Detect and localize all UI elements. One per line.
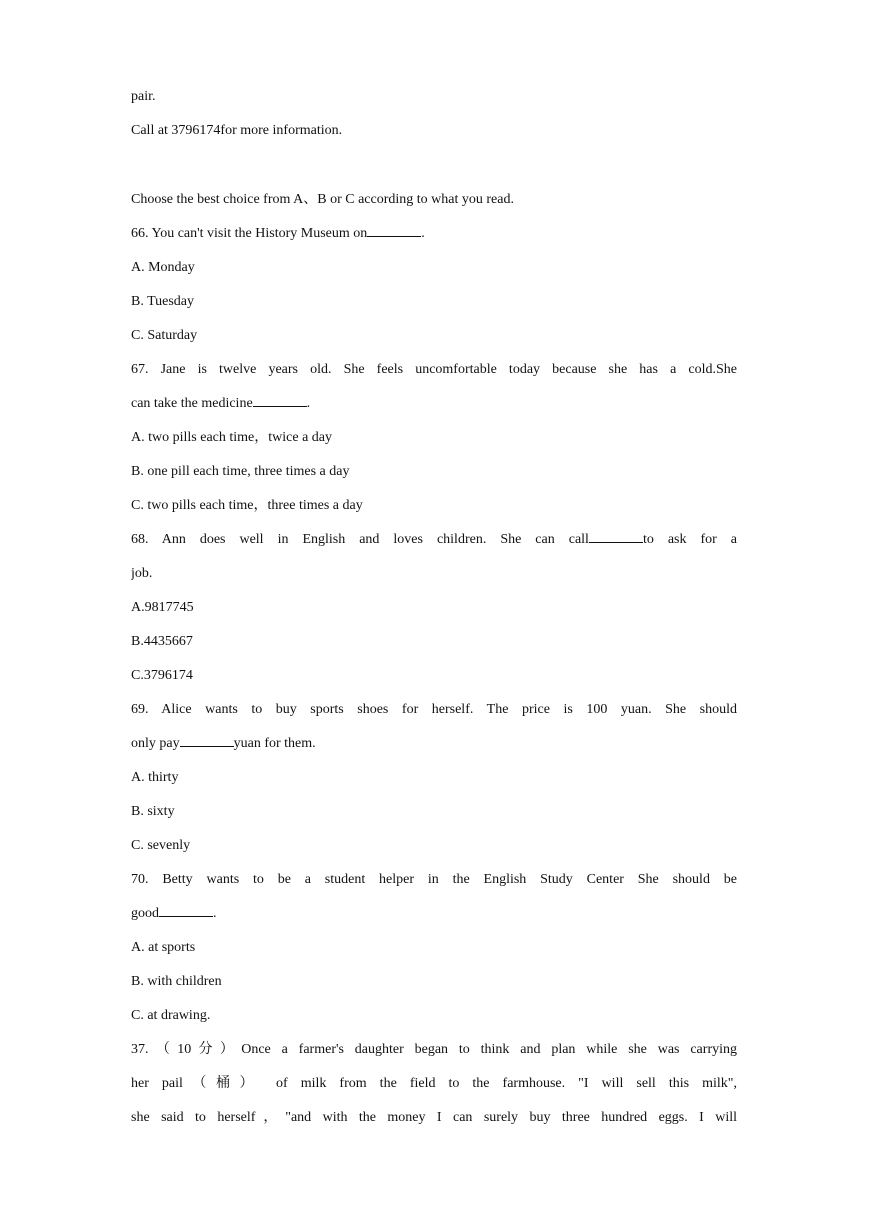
question-stem: 70. Betty wants to be a student helper in the English Study Center She should be [131, 872, 737, 887]
stem-text: only pay [131, 736, 180, 751]
stem-text: can take the medicine [131, 396, 253, 411]
stem-text: . [421, 226, 425, 241]
option: C. two pills each time，three times a day [131, 498, 363, 513]
question-stem: 67. Jane is twelve years old. She feels uncomfortable today because she has a cold.She [131, 362, 737, 377]
question-68 [131, 523, 737, 693]
stem-text: good [131, 906, 159, 921]
question-stem [131, 523, 737, 557]
instruction: Choose the best choice from A、B or C according to what you read. [131, 192, 514, 207]
stem-text: . [306, 396, 311, 411]
option: B. one pill each time, three times a day [131, 464, 350, 479]
question-stem [131, 897, 737, 931]
option: A. thirty [131, 770, 179, 785]
question-stem [131, 727, 737, 761]
question-66 [131, 217, 737, 353]
answer-blank [180, 732, 234, 747]
option: B.4435667 [131, 634, 193, 649]
option: B. sixty [131, 804, 175, 819]
stem-text: . [213, 906, 217, 921]
document-page [131, 80, 737, 1135]
question-stem: job. [131, 566, 153, 581]
option: C.3796174 [131, 668, 193, 683]
option: C. sevenly [131, 838, 191, 853]
option: B. with children [131, 974, 222, 989]
question-69 [131, 693, 737, 863]
option: B. Tuesday [131, 294, 195, 309]
passage-line: 37.（10分）Once a farmer's daughter began to think and plan while she was carrying [131, 1042, 737, 1057]
question-67 [131, 353, 737, 523]
answer-blank [159, 902, 213, 917]
answer-blank [589, 528, 643, 543]
paragraph-gap [131, 148, 737, 183]
stem-text: yuan for them. [233, 736, 316, 751]
intro-line-1: pair. [131, 89, 156, 104]
passage-line: she said to herself，"and with the money I can surely buy three hundred eggs. I will [131, 1110, 737, 1125]
option: A. Monday [131, 260, 195, 275]
option: C. at drawing. [131, 1008, 211, 1023]
stem-text: to ask for a [642, 532, 737, 547]
option: C. Saturday [131, 328, 198, 343]
intro-line-2: Call at 3796174for more information. [131, 123, 343, 138]
question-70 [131, 863, 737, 1033]
stem-text: 68. Ann does well in English and loves children. She can call [131, 532, 589, 547]
option: A. at sports [131, 940, 196, 955]
question-stem [131, 387, 737, 421]
answer-blank [253, 392, 307, 407]
option: A. two pills each time，twice a day [131, 430, 332, 445]
reading-passage [131, 1033, 737, 1135]
question-stem [131, 217, 737, 251]
passage-line: her pail（桶） of milk from the field to the farmhouse. "I will sell this milk", [131, 1076, 737, 1091]
question-stem: 69. Alice wants to buy sports shoes for herself. The price is 100 yuan. She should [131, 702, 737, 717]
answer-blank [367, 222, 421, 237]
stem-text: 66. You can't visit the History Museum on [131, 226, 368, 241]
option: A.9817745 [131, 600, 194, 615]
